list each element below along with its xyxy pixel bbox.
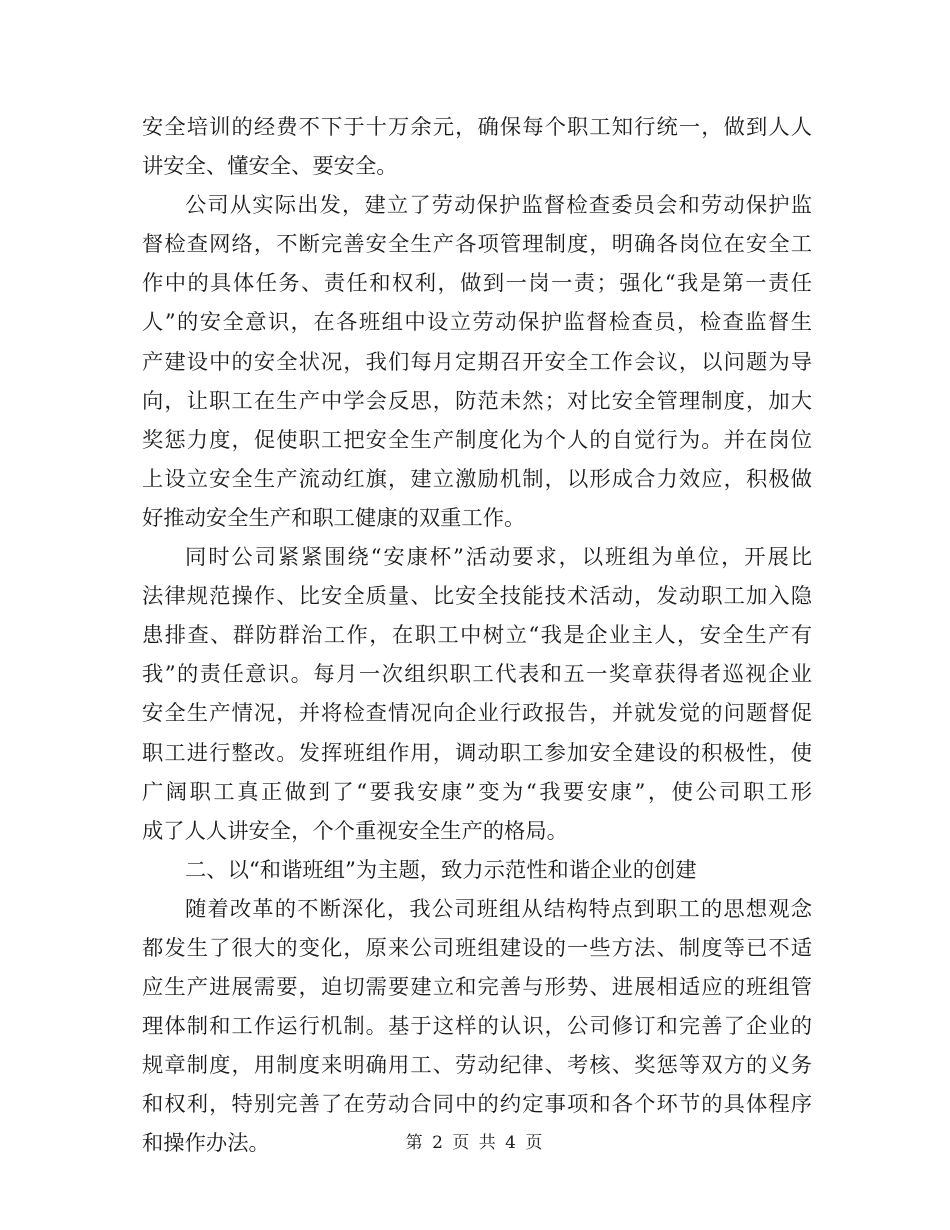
text-line: 广阔职工真正做到了“要我安康”变为“我要安康”，使公司职工形 <box>142 779 812 805</box>
text-line: 作中的具体任务、责任和权利，做到一岗一责；强化“我是第一责任 <box>142 271 812 297</box>
text-line: 人”的安全意识，在各班组中设立劳动保护监督检查员，检查监督生 <box>142 310 812 336</box>
paragraph-4 <box>142 890 812 1164</box>
document-body <box>142 108 812 1164</box>
paragraph-3 <box>142 538 812 851</box>
text-line: 我”的责任意识。每月一次组织职工代表和五一奖章获得者巡视企业 <box>142 662 812 688</box>
text-line: 都发生了很大的变化，原来公司班组建设的一些方法、制度等已不适 <box>142 935 812 961</box>
text-line: 督检查网络，不断完善安全生产各项管理制度，明确各岗位在安全工 <box>142 232 812 258</box>
text-line: 职工进行整改。发挥班组作用，调动职工参加安全建设的积极性，使 <box>142 740 812 766</box>
text-line: 随着改革的不断深化，我公司班组从结构特点到职工的思想观念 <box>185 896 812 922</box>
text-line: 公司从实际出发，建立了劳动保护监督检查委员会和劳动保护监 <box>185 193 812 219</box>
heading-line: 二、以“和谐班组”为主题，致力示范性和谐企业的创建 <box>185 857 697 883</box>
text-line: 上设立安全生产流动红旗，建立激励机制，以形成合力效应，积极做 <box>142 466 812 492</box>
text-line: 法律规范操作、比安全质量、比安全技能技术活动，发动职工加入隐 <box>142 584 812 610</box>
text-line: 安全培训的经费不下于十万余元，确保每个职工知行统一，做到人人 <box>142 115 812 140</box>
text-line: 同时公司紧紧围绕“安康杯”活动要求，以班组为单位，开展比 <box>185 545 812 571</box>
text-line: 好推动安全生产和职工健康的双重工作。 <box>142 505 526 531</box>
text-line: 安全生产情况，并将检查情况向企业行政报告，并就发觉的问题督促 <box>142 701 812 727</box>
paragraph-2 <box>142 186 812 538</box>
text-line: 应生产进展需要，迫切需要建立和完善与形势、进展相适应的班组管 <box>142 975 812 1001</box>
text-line: 讲安全、懂安全、要安全。 <box>142 154 398 180</box>
paragraph-1 <box>142 108 812 186</box>
text-line: 患排查、群防群治工作，在职工中树立“我是企业主人，安全生产有 <box>142 623 812 649</box>
text-line: 和权利，特别完善了在劳动合同中的约定事项和各个环节的具体程序 <box>142 1092 812 1118</box>
section-heading <box>142 851 812 890</box>
text-line: 产建设中的安全状况，我们每月定期召开安全工作会议，以问题为导 <box>142 349 812 375</box>
text-line: 和操作办法。 <box>142 1131 270 1157</box>
page-number: 第 2 页 共 4 页 <box>405 1133 545 1153</box>
text-line: 向，让职工在生产中学会反思，防范未然；对比安全管理制度，加大 <box>142 388 812 414</box>
text-line: 奖惩力度，促使职工把安全生产制度化为个人的自觉行为。并在岗位 <box>142 427 812 453</box>
text-line: 理体制和工作运行机制。基于这样的认识，公司修订和完善了企业的 <box>142 1014 812 1040</box>
text-line: 成了人人讲安全，个个重视安全生产的格局。 <box>142 818 568 844</box>
text-line: 规章制度，用制度来明确用工、劳动纪律、考核、奖惩等双方的义务 <box>142 1053 812 1079</box>
